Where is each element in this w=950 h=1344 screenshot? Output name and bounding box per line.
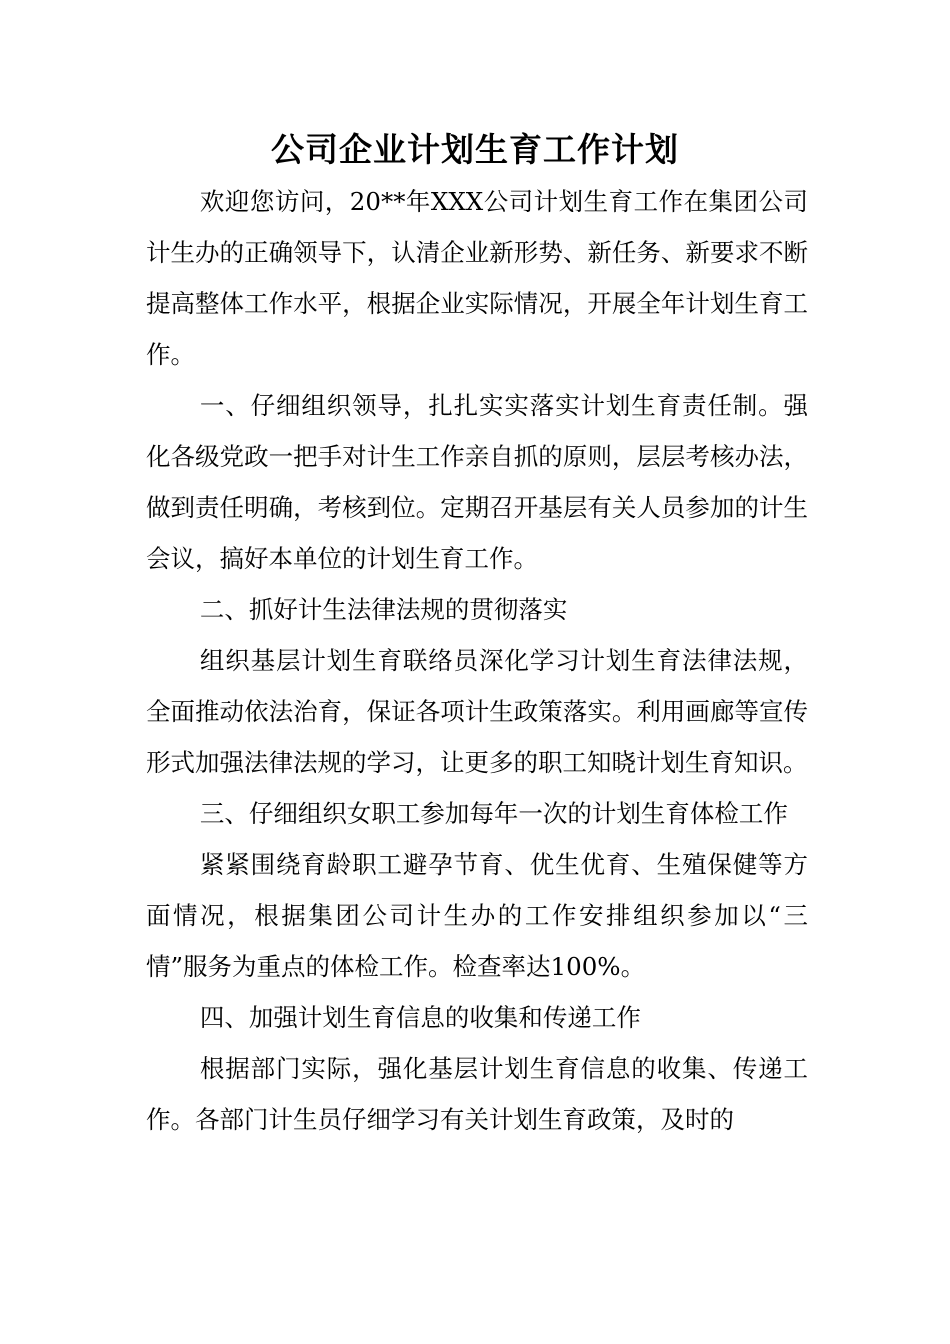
paragraph-section-1: 一、仔细组织领导，扎扎实实落实计划生育责任制。强化各级党政一把手对计生工作亲自抓的原则，层层考核办法，做到责任明确，考核到位。定期召开基层有关人员参加的计生会议，搞好本单位的计划生育工作。	[146, 391, 808, 573]
heading-section-2: 二、抓好计生法律法规的贯彻落实	[199, 595, 568, 624]
document-body	[146, 176, 808, 1145]
paragraph-section-4: 根据部门实际，强化基层计划生育信息的收集、传递工作。各部门计生员仔细学习有关计划生育政策，及时的	[146, 1054, 808, 1134]
heading-section-3: 三、仔细组织女职工参加每年一次的计划生育体检工作	[199, 799, 788, 828]
paragraph-intro: 欢迎您访问，20**年XXX公司计划生育工作在集团公司计生办的正确领导下，认清企业新形势、新任务、新要求不断提高整体工作水平，根据企业实际情况，开展全年计划生育工作。	[146, 187, 808, 369]
paragraph-section-2: 组织基层计划生育联络员深化学习计划生育法律法规，全面推动依法治育，保证各项计生政策落实。利用画廊等宣传形式加强法律法规的学习，让更多的职工知晓计划生育知识。	[146, 646, 808, 777]
heading-section-4: 四、加强计划生育信息的收集和传递工作	[199, 1003, 641, 1032]
document-title: 公司企业计划生育工作计划	[271, 130, 679, 169]
paragraph-section-3: 紧紧围绕育龄职工避孕节育、优生优育、生殖保健等方面情况，根据集团公司计生办的工作安排组织参加以“三情”服务为重点的体检工作。检查率达100%。	[146, 850, 808, 981]
